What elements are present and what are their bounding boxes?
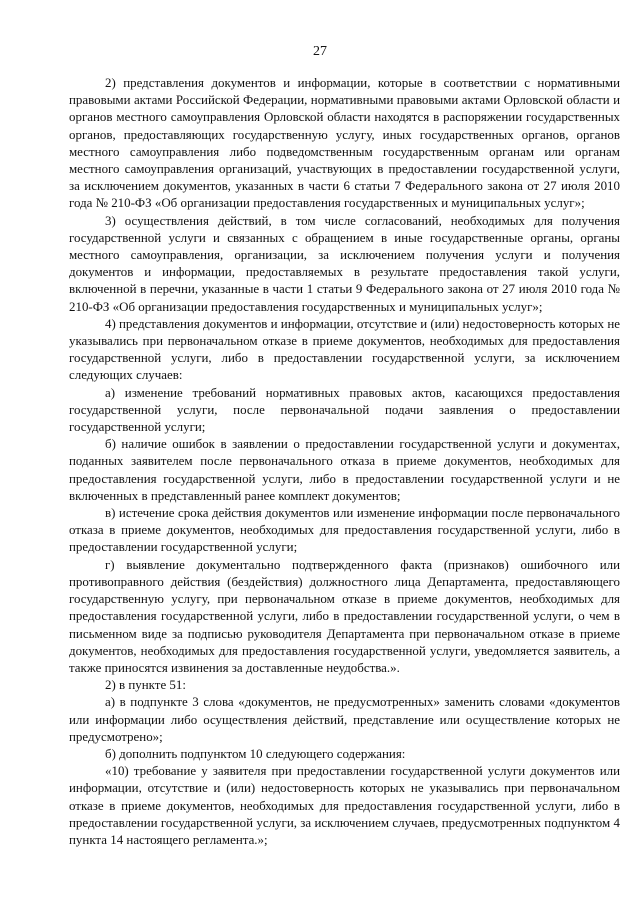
paragraph-subitem-g: г) выявление документально подтвержденного факта (признаков) ошибочного или противоправного действия (бездействия) должностного лица Департамента, предоставляющего государственную услугу, при первоначальном отказе в приеме документов, необходимых для предоставления государственной услуги, либо в предоставлении государственной услуги, о чем в письменном виде за подписью руководителя Департамента при первоначальном отказе в приеме документов, необходимых для предоставления государственной услуги, уведомляется заявитель, а также приносятся извинения за доставленные неудобства.». <box>69 556 620 675</box>
paragraph-item-3: 3) осуществления действий, в том числе согласований, необходимых для получения государственной услуги и связанных с обращением в иные государственные органы, органы местного самоуправления, организации, за исключением получения услуги и получения документов и информации, предоставляемых в результате предоставления такой услуги, включенной в перечни, указанные в части 1 статьи 9 Федерального закона от 27 июля 2010 года № 210-ФЗ «Об организации предоставления государственных и муниципальных услуг»; <box>69 212 620 314</box>
document-body <box>69 74 620 848</box>
paragraph-clause-51-a: а) в подпункте 3 слова «документов, не предусмотренных» заменить словами «документов или информации либо осуществления действий, представление или осуществление которых не предусмотрено»; <box>69 694 620 744</box>
paragraph-subitem-a: а) изменение требований нормативных правовых актов, касающихся предоставления государственной услуги, после первоначальной подачи заявления о предоставлении государственной услуги; <box>69 384 620 435</box>
paragraph-subitem-10: «10) требование у заявителя при предоставлении государственной услуги документов или информации, отсутствие и (или) недостоверность которых не указывались при первоначальном отказе в приеме документов, необходимых для предоставления государственной услуги, либо в предоставлении государственной услуги, за исключением случаев, предусмотренных подпунктом 4 пункта 14 настоящего регламента.»; <box>69 763 620 847</box>
paragraph-item-4: 4) представления документов и информации, отсутствие и (или) недостоверность которых не указывались при первоначальном отказе в приеме документов, необходимых для предоставления государственной услуги, либо в предоставлении государственной услуги, за исключением следующих случаев: <box>69 315 620 383</box>
paragraph-item-2: 2) представления документов и информации, которые в соответствии с нормативными правовыми актами Российской Федерации, нормативными правовыми актами Орловской области и органов местного самоуправления Орловской области находятся в распоряжении государственных органов, предоставляющих государственную услугу, иных государственных органов, органов местного самоуправления либо подведомственным государственным органам или органам местного самоуправления организаций, участвующих в предоставлении государственной услуги, за исключением документов, указанных в части 6 статьи 7 Федерального закона от 27 июля 2010 года № 210-ФЗ «Об организации предоставления государственных и муниципальных услуг»; <box>69 75 620 211</box>
paragraph-clause-51-b: б) дополнить подпунктом 10 следующего содержания: <box>105 745 406 761</box>
paragraph-clause-51: 2) в пункте 51: <box>105 677 186 693</box>
page-number: 27 <box>313 44 327 59</box>
paragraph-subitem-v: в) истечение срока действия документов или изменение информации после первоначального отказа в приеме документов, необходимых для предоставления государственной услуги, либо в предоставлении государственной услуги; <box>69 505 620 555</box>
paragraph-subitem-b: б) наличие ошибок в заявлении о предоставлении государственной услуги и документах, поданных заявителем после первоначального отказа в приеме документов, необходимых для предоставления государственной услуги, либо в предоставлении государственной услуги и не включенных в представленный ранее комплект документов; <box>69 436 620 503</box>
